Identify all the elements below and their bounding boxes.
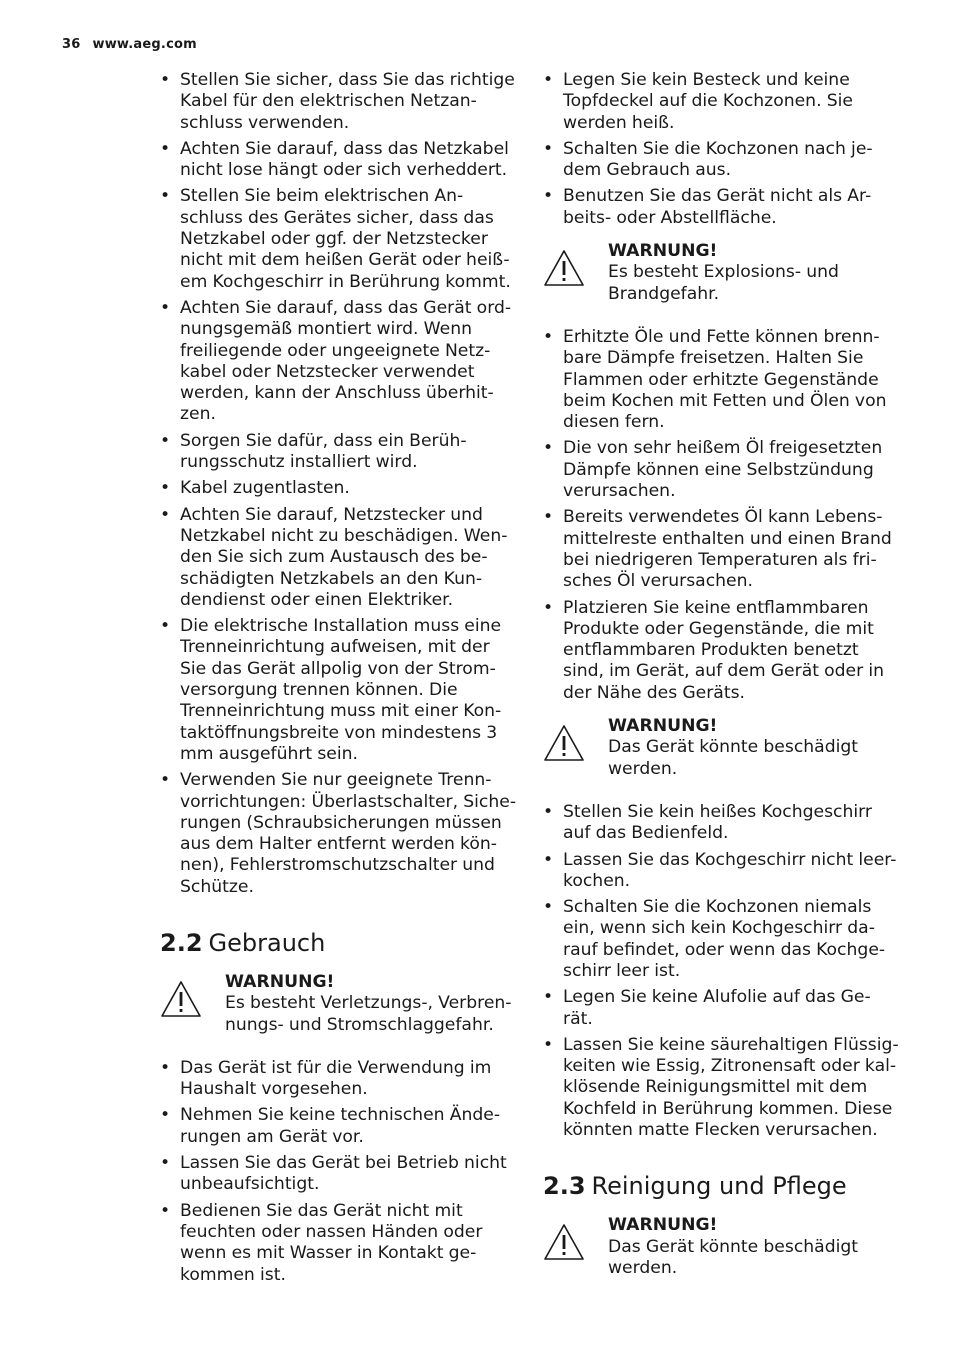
list-item: • Das Gerät ist für die Verwendung im Haushalt vorgesehen. xyxy=(160,1058,520,1101)
warning-text: Das Gerät könnte beschädigt werden. xyxy=(608,1236,859,1278)
bullet-list xyxy=(543,802,903,1141)
bullet-list xyxy=(160,70,520,898)
list-item: • Lassen Sie keine säurehaltigen Flüssig- keiten wie Essig, Zitronensaft oder kal- klösende Reinigungsmittel mit dem Kochfeld in Berührung kommen. Diese könnten matte Flecken verursachen. xyxy=(543,1035,903,1141)
list-item: • Erhitzte Öle und Fette können brenn- bare Dämpfe freisetzen. Halten Sie Flammen oder erhitzte Gegenstände beim Kochen mit Fetten und Ölen von diesen fern. xyxy=(543,327,903,433)
list-item: • Stellen Sie sicher, dass Sie das richtige Kabel für den elektrischen Netzan- schluss verwenden. xyxy=(160,70,520,134)
warning-box xyxy=(543,1215,903,1279)
list-item: • Achten Sie darauf, Netzstecker und Netzkabel nicht zu beschädigen. Wen- den Sie sich zum Austausch des be- schädigten Netzkabels an den Kun- dendienst oder einen Elektriker. xyxy=(160,505,520,611)
section-number: 2.3 xyxy=(543,1172,586,1201)
list-item: • Schalten Sie die Kochzonen niemals ein, wenn sich kein Kochgeschirr da- rauf befindet, oder wenn das Kochge- schirr leer ist. xyxy=(543,897,903,982)
warning-title: WARNUNG! xyxy=(225,971,335,992)
warning-box xyxy=(160,972,520,1036)
list-item: • Bedienen Sie das Gerät nicht mit feuchten oder nassen Händen oder wenn es mit Wasser in Kontakt ge- kommen ist. xyxy=(160,1201,520,1286)
warning-text: Es besteht Verletzungs-, Verbren- nungs- und Stromschlaggefahr. xyxy=(225,993,512,1035)
section-title: Gebrauch xyxy=(208,928,326,957)
warning-triangle-icon xyxy=(543,724,585,762)
list-item: • Achten Sie darauf, dass das Netzkabel nicht lose hängt oder sich verheddert. xyxy=(160,139,520,182)
list-item: • Kabel zugentlasten. xyxy=(160,478,520,499)
list-item: • Die von sehr heißem Öl freigesetzten Dämpfe können eine Selbstzündung verursachen. xyxy=(543,438,903,502)
warning-triangle-icon xyxy=(160,980,202,1018)
list-item: • Bereits verwendetes Öl kann Lebens- mittelreste enthalten und einen Brand bei niedrigeren Temperaturen als fri- sches Öl verursachen. xyxy=(543,507,903,592)
list-item: • Lassen Sie das Gerät bei Betrieb nicht unbeaufsichtigt. xyxy=(160,1153,520,1196)
page-number: 36 xyxy=(62,37,81,52)
list-item: • Sorgen Sie dafür, dass ein Berüh- rungsschutz installiert wird. xyxy=(160,431,520,474)
website-link[interactable]: www.aeg.com xyxy=(92,37,197,52)
warning-title: WARNUNG! xyxy=(608,241,718,262)
bullet-list xyxy=(543,70,903,229)
warning-box xyxy=(543,716,903,780)
warning-triangle-icon xyxy=(543,249,585,287)
left-column xyxy=(160,70,520,1291)
list-item: • Stellen Sie beim elektrischen An- schluss des Gerätes sicher, dass das Netzkabel oder ggf. der Netzstecker nicht mit dem heißen Gerät oder heiß- em Kochgeschirr in Berührung kommt. xyxy=(160,186,520,292)
section-heading xyxy=(160,928,520,958)
list-item: • Benutzen Sie das Gerät nicht als Ar- beits- oder Abstellfläche. xyxy=(543,186,903,229)
bullet-list xyxy=(160,1058,520,1286)
warning-box xyxy=(543,241,903,305)
bullet-list xyxy=(543,327,903,704)
warning-text: Das Gerät könnte beschädigt werden. xyxy=(608,737,859,779)
section-number: 2.2 xyxy=(160,928,203,957)
list-item: • Achten Sie darauf, dass das Gerät ord- nungsgemäß montiert wird. Wenn freiliegende oder ungeeignete Netz- kabel oder Netzstecker verwendet werden, kann der Anschluss überhit- zen. xyxy=(160,298,520,426)
list-item: • Stellen Sie kein heißes Kochgeschirr auf das Bedienfeld. xyxy=(543,802,903,845)
list-item: • Platzieren Sie keine entflammbaren Produkte oder Gegenstände, die mit entflammbaren Produkten benetzt sind, im Gerät, auf dem Gerät oder in der Nähe des Geräts. xyxy=(543,598,903,704)
section-title: Reinigung und Pflege xyxy=(591,1172,847,1201)
list-item: • Schalten Sie die Kochzonen nach je- dem Gebrauch aus. xyxy=(543,139,903,182)
warning-text: Es besteht Explosions- und Brandgefahr. xyxy=(608,262,839,304)
page-header xyxy=(62,37,197,52)
warning-title: WARNUNG! xyxy=(608,1215,718,1236)
list-item: • Die elektrische Installation muss eine Trenneinrichtung aufweisen, mit der Sie das Gerät allpolig von der Strom- versorgung trennen können. Die Trenneinrichtung muss mit einer Kon- taktöffnungsbreite von mindestens 3 mm ausgeführt sein. xyxy=(160,616,520,765)
right-column xyxy=(543,70,903,1301)
warning-title: WARNUNG! xyxy=(608,716,718,737)
list-item: • Lassen Sie das Kochgeschirr nicht leer- kochen. xyxy=(543,850,903,893)
list-item: • Nehmen Sie keine technischen Ände- rungen am Gerät vor. xyxy=(160,1105,520,1148)
section-heading xyxy=(543,1171,903,1201)
list-item: • Verwenden Sie nur geeignete Trenn- vorrichtungen: Überlastschalter, Siche- rungen (Schraubsicherungen müssen aus dem Halter entfernt werden kön- nen), Fehlerstromschutzschalter und Schütze. xyxy=(160,770,520,898)
list-item: • Legen Sie keine Alufolie auf das Ge- rät. xyxy=(543,987,903,1030)
warning-triangle-icon xyxy=(543,1223,585,1261)
list-item: • Legen Sie kein Besteck und keine Topfdeckel auf die Kochzonen. Sie werden heiß. xyxy=(543,70,903,134)
